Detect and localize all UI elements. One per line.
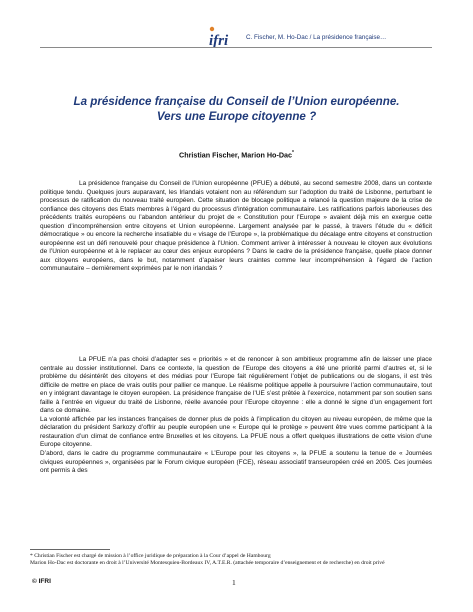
author-names: Christian Fischer, Marion Ho-Dac xyxy=(179,150,293,160)
title-line-2: Vers une Europe citoyenne ? xyxy=(156,110,317,123)
footnote-mark: * xyxy=(292,150,294,156)
footnote-line-1: * Christian Fischer est chargé de mission à l’office juridique de préparation à la Cour d’appel de Hambourg xyxy=(30,553,271,559)
title-line-1: La présidence française du Conseil de l’Union européenne. xyxy=(73,95,400,108)
body-paragraph: La volonté affichée par les instances françaises de donner plus de poids à l’implication du citoyen au niveau européen, de même que la déclaration du président Sarkozy d’offrir au peuple européen une « Europe qui le protège » peuvent être vues comme participant à la restauration d’un climat de confiance entre Bruxelles et les citoyens. La PFUE nous a offert quelques illustrations de cette vision d’une Europe citoyenne. xyxy=(40,415,432,449)
body-paragraph: D’abord, dans le cadre du programme communautaire « L’Europe pour les citoyens », la PFUE a soutenu la tenue de « Journées civiques européennes », organisées par le Forum civique européen (FCE), réseau associatif transeuropéen créé en 2005. Ces journées ont permis à des xyxy=(40,450,432,475)
footnote-divider xyxy=(30,549,110,550)
body-paragraph: La PFUE n’a pas choisi d’adapter ses « priorités » et de renoncer à son ambitieux programme afin de laisser une place centrale au dossier institutionnel. Dans ce contexte, la question de l’Europe des citoyens a été une priorité parmi d’autres et, si le problème du désintérêt des citoyens et des médias pour l’Europe fait régulièrement l’objet de publications ou de slogans, il est très difficile de mettre en place de vrais outils pour pallier ce manque. Le réalisme politique appelle à poursuivre l’action communautaire, tout en y intégrant davantage le citoyen européen. La présidence française de l’UE s’est prêtée à l’exercice, notamment par son soutien sans faille à l’entrée en vigueur du traité de Lisbonne, réelle avancée pour l’Europe citoyenne : elle a donné le signe d’un engagement fort dans ce domaine. xyxy=(40,356,432,415)
document-title xyxy=(20,94,453,124)
body-section-1 xyxy=(40,180,432,274)
header-divider xyxy=(40,47,432,48)
ifri-logo xyxy=(208,26,242,48)
running-title: C. Fischer, M. Ho-Dac / La présidence française… xyxy=(246,34,387,41)
authors-line xyxy=(20,150,453,159)
page-number: 1 xyxy=(232,578,236,587)
logo-text: ifri xyxy=(209,33,229,48)
body-section-2 xyxy=(40,356,432,476)
footnote-line-2: Marion Ho-Dac est doctorante en droit à l’Université Montesquieu-Bordeaux IV, A.T.E.R. (attachée temporaire d’enseignement et de recherche) en droit privé xyxy=(30,560,385,567)
footnote xyxy=(30,553,432,567)
footer-copyright: © IFRI xyxy=(32,578,51,585)
body-paragraph: La présidence française du Conseil de l’Union européenne (PFUE) a débuté, au second semestre 2008, dans un contexte politique tendu. Quelques jours auparavant, les Irlandais votaient non au référendum sur l’adoption du traité de Lisbonne, perturbant le processus de ratification du nouveau traité européen. Cette situation de blocage politique a relancé la question majeure de la crise de confiance des citoyens des Etats membres à l’égard du processus d’intégration communautaire. Les ratifications parfois laborieuses des précédents traités européens ou l’abandon antérieur du projet de « Constitution pour l’Europe » avaient déjà mis en exergue cette question d’incompréhension entre citoyens et Union européenne. Largement analysée par le passé, à travers l’étude du « déficit démocratique » ou encore la recherche insatiable du « visage de l’Europe », la problématique du décalage entre citoyens et construction européenne est un défi renouvelé pour chaque présidence à l’Union. Comment arriver à intéresser à nouveau le citoyen aux évolutions de l’Union européenne et à le replacer au cœur des enjeux européens ? Dans le cadre de la présidence française, quelle place donner aux citoyens européens, dans le but, notamment d’apaiser leurs craintes comme leur incompréhension à l’égard de l’action communautaire – dernièrement exprimées par le non irlandais ? xyxy=(40,180,432,273)
